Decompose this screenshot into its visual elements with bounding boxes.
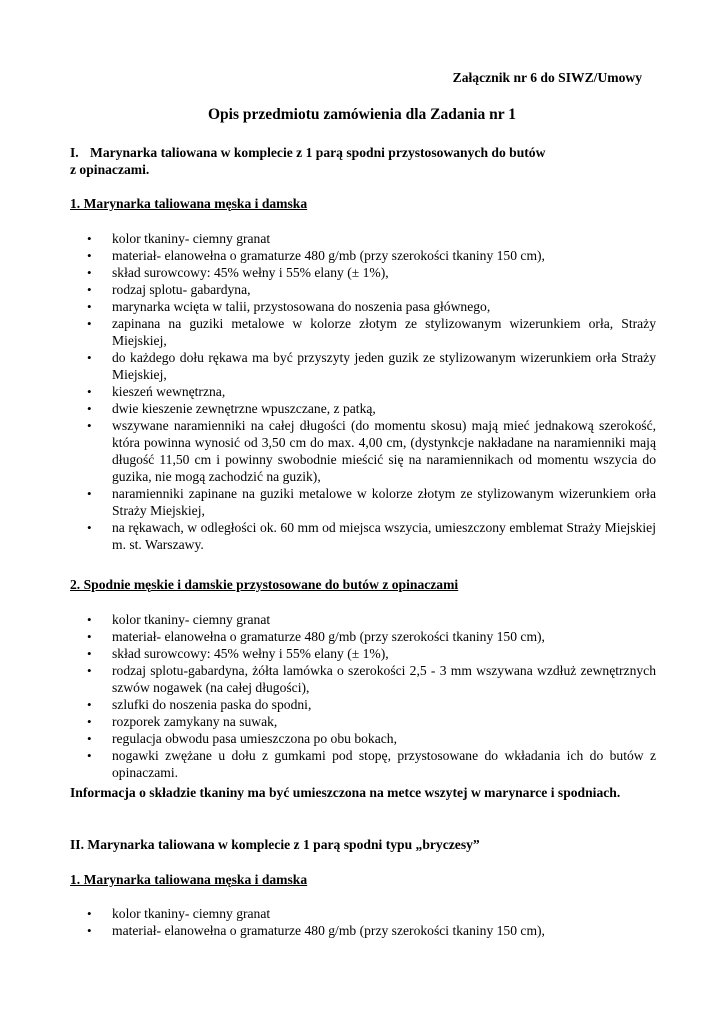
bullet-list <box>70 611 656 781</box>
bullet-icon: • <box>87 282 92 297</box>
list-item-text: rodzaj splotu-gabardyna, żółta lamówka o szerokości 2,5 - 3 mm wszywana wzdłuż zewnętrznych szwów nogawek (na całej długości), <box>112 663 656 695</box>
section-1-number: I. <box>70 145 79 160</box>
section-1-part-2-heading: 2. Spodnie męskie i damskie przystosowane do butów z opinaczami <box>70 577 459 592</box>
bullet-icon: • <box>87 612 92 627</box>
bullet-icon: • <box>87 350 92 365</box>
list-item <box>70 383 656 400</box>
bullet-icon: • <box>87 265 92 280</box>
bullet-icon: • <box>87 231 92 246</box>
bullet-icon: • <box>87 418 92 433</box>
list-item <box>70 281 656 298</box>
list-item <box>70 662 656 696</box>
bullet-icon: • <box>87 923 92 938</box>
bullet-icon: • <box>87 646 92 661</box>
list-item <box>70 485 656 519</box>
list-item-text: dwie kieszenie zewnętrzne wpuszczane, z patką, <box>112 401 376 416</box>
list-item <box>70 645 656 662</box>
list-item <box>70 417 656 485</box>
bullet-icon: • <box>87 748 92 763</box>
list-item <box>70 713 656 730</box>
list-item-text: szlufki do noszenia paska do spodni, <box>112 697 312 712</box>
list-item-text: kieszeń wewnętrzna, <box>112 384 226 399</box>
list-item-text: kolor tkaniny- ciemny granat <box>112 612 271 627</box>
section-2-part-1-list <box>70 905 656 939</box>
list-item-text: materiał- elanowełna o gramaturze 480 g/mb (przy szerokości tkaniny 150 cm), <box>112 629 545 644</box>
list-item <box>70 315 656 349</box>
list-item-text: rodzaj splotu- gabardyna, <box>112 282 251 297</box>
section-1-part-2-list <box>70 611 656 781</box>
bullet-icon: • <box>87 697 92 712</box>
section-2-part-1-heading: 1. Marynarka taliowana męska i damska <box>70 872 308 887</box>
list-item-text: marynarka wcięta w talii, przystosowana do noszenia pasa głównego, <box>112 299 491 314</box>
list-item-text: wszywane naramienniki na całej długości (do momentu skosu) mają mieć jednakową szerokość, która powinna wynosić od 3,50 cm do max. 4,00 cm, (dystynkcje nakładane na naramienniki mają długość 11,50 cm i powinny swobodnie mieścić się na naramiennikach od momentu wszycia do guzika, nie mogą zachodzić na guzik), <box>112 418 656 484</box>
annex-label: Załącznik nr 6 do SIWZ/Umowy <box>452 70 642 85</box>
list-item <box>70 349 656 383</box>
list-item-text: regulacja obwodu pasa umieszczona po obu bokach, <box>112 731 397 746</box>
list-item-text: skład surowcowy: 45% wełny i 55% elany (± 1%), <box>112 265 389 280</box>
bullet-icon: • <box>87 906 92 921</box>
section-1-heading <box>70 144 656 178</box>
bullet-icon: • <box>87 299 92 314</box>
list-item <box>70 922 656 939</box>
bullet-icon: • <box>87 663 92 678</box>
list-item-text: nogawki zwężane u dołu z gumkami pod stopę, przystosowane do wkładania ich do butów z opinaczami. <box>112 748 656 780</box>
list-item <box>70 628 656 645</box>
list-item <box>70 519 656 553</box>
section-1-part-1-list <box>70 230 656 553</box>
list-item <box>70 400 656 417</box>
section-1-heading-line1: Marynarka taliowana w komplecie z 1 parą spodni przystosowanych do butów <box>90 145 546 160</box>
bullet-icon: • <box>87 714 92 729</box>
list-item <box>70 730 656 747</box>
list-item-text: skład surowcowy: 45% wełny i 55% elany (± 1%), <box>112 646 389 661</box>
list-item-text: rozporek zamykany na suwak, <box>112 714 278 729</box>
list-item-text: kolor tkaniny- ciemny granat <box>112 231 271 246</box>
bullet-icon: • <box>87 520 92 535</box>
section-2-heading: II. Marynarka taliowana w komplecie z 1 parą spodni typu „bryczesy” <box>70 837 480 852</box>
list-item-text: materiał- elanowełna o gramaturze 480 g/mb (przy szerokości tkaniny 150 cm), <box>112 248 545 263</box>
bullet-icon: • <box>87 629 92 644</box>
list-item <box>70 247 656 264</box>
bullet-icon: • <box>87 486 92 501</box>
list-item-text: naramienniki zapinane na guziki metalowe w kolorze złotym ze stylizowanym wizerunkiem orła Straży Miejskiej, <box>112 486 656 518</box>
list-item <box>70 230 656 247</box>
list-item <box>70 611 656 628</box>
section-1-heading-line2: z opinaczami. <box>70 162 150 177</box>
fabric-info-note: Informacja o składzie tkaniny ma być umieszczona na metce wszytej w marynarce i spodniach. <box>70 785 621 800</box>
list-item-text: kolor tkaniny- ciemny granat <box>112 906 271 921</box>
bullet-icon: • <box>87 384 92 399</box>
bullet-icon: • <box>87 401 92 416</box>
list-item <box>70 747 656 781</box>
list-item-text: do każdego dołu rękawa ma być przyszyty jeden guzik ze stylizowanym wizerunkiem orła Straży Miejskiej, <box>112 350 656 382</box>
section-1-part-1-heading: 1. Marynarka taliowana męska i damska <box>70 196 308 211</box>
list-item <box>70 696 656 713</box>
bullet-list <box>70 905 656 939</box>
bullet-list <box>70 230 656 553</box>
bullet-icon: • <box>87 731 92 746</box>
list-item-text: zapinana na guziki metalowe w kolorze złotym ze stylizowanym wizerunkiem orła, Straży Miejskiej, <box>112 316 656 348</box>
list-item <box>70 298 656 315</box>
bullet-icon: • <box>87 248 92 263</box>
list-item-text: materiał- elanowełna o gramaturze 480 g/mb (przy szerokości tkaniny 150 cm), <box>112 923 545 938</box>
list-item <box>70 264 656 281</box>
document-title: Opis przedmiotu zamówienia dla Zadania nr 1 <box>207 106 517 123</box>
bullet-icon: • <box>87 316 92 331</box>
list-item-text: na rękawach, w odległości ok. 60 mm od miejsca wszycia, umieszczony emblemat Straży Miejskiej m. st. Warszawy. <box>112 520 656 552</box>
list-item <box>70 905 656 922</box>
